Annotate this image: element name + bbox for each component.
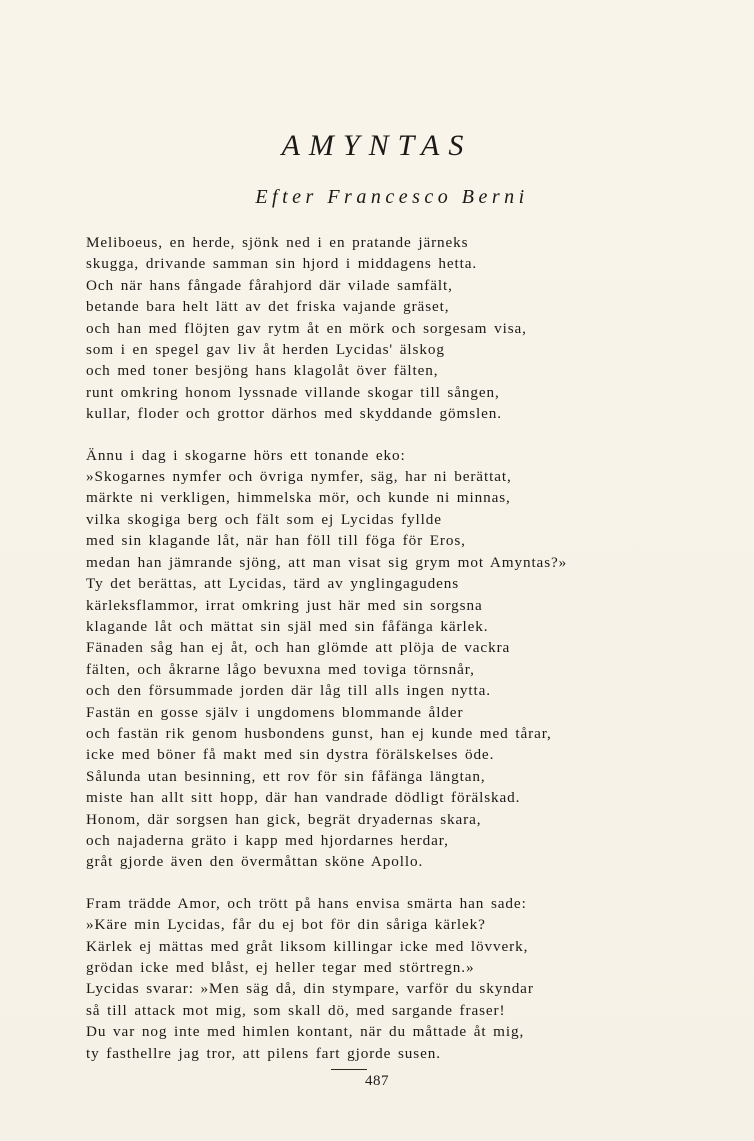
poem-line: runt omkring honom lyssnade villande skogar till sången, — [86, 383, 500, 401]
poem-line: och najaderna gräto i kapp med hjordarnes herdar, — [86, 831, 449, 849]
poem-line: så till attack mot mig, som skall dö, med sargande fraser! — [86, 1001, 506, 1019]
poem-line: Ty det berättas, att Lycidas, tärd av ynglingagudens — [86, 575, 460, 593]
poem-line: Fram trädde Amor, och trött på hans envisa smärta han sade: — [86, 894, 527, 912]
poem-line: märkte ni verkligen, himmelska mör, och kunde ni minnas, — [86, 489, 511, 507]
poem-body — [86, 232, 706, 1084]
poem-line: som i en spegel gav liv åt herden Lycidas' älskog — [86, 341, 445, 359]
poem-line: kullar, floder och grottor därhos med skyddande gömslen. — [86, 405, 502, 423]
poem-line: Sålunda utan besinning, ett rov för sin fåfänga längtan, — [86, 767, 486, 785]
poem-line: Meliboeus, en herde, sjönk ned i en pratande järneks — [86, 234, 469, 251]
stanza-1 — [86, 232, 706, 425]
poem-line: gråt gjorde även den övermåttan sköne Apollo. — [86, 853, 424, 871]
poem-line: ty fasthellre jag tror, att pilens fart gjorde susen. — [86, 1044, 441, 1062]
poem-line: Ännu i dag i skogarne hörs ett tonande eko: — [86, 446, 406, 464]
poem-line: Du var nog inte med himlen kontant, när du måttade åt mig, — [86, 1023, 525, 1041]
poem-line: Honom, där sorgsen han gick, begrät dryadernas skara, — [86, 810, 482, 828]
poem-line: och med toner besjöng hans klagolåt över fälten, — [86, 362, 439, 380]
poem-line: miste han allt sitt hopp, där han vandrade dödligt förälskad. — [86, 789, 521, 807]
poem-line: kärleksflammor, irrat omkring just här med sin sorgsna — [86, 596, 483, 614]
poem-line: Och när hans fångade fårahjord där vilade samfält, — [86, 276, 453, 294]
poem-line: skugga, drivande samman sin hjord i middagens hetta. — [86, 255, 478, 273]
poem-line: medan han jämrande sjöng, att man visat sig grym mot Amyntas?» — [86, 553, 568, 571]
poem-line: Kärlek ej mättas med gråt liksom killingar icke med lövverk, — [86, 937, 529, 955]
poem-line: grödan icke med blåst, ej heller tegar med störtregn.» — [86, 959, 475, 976]
poem-line: och den försummade jorden där låg till alls ingen nytta. — [86, 682, 491, 700]
poem-line: och han med flöjten gav rytm åt en mörk och sorgesam visa, — [86, 319, 527, 337]
page-number-rule — [331, 1069, 367, 1070]
poem-line: klagande låt och mättat sin själ med sin fåfänga kärlek. — [86, 617, 489, 635]
poem-line: »Käre min Lycidas, får du ej bot för din såriga kärlek? — [86, 916, 486, 934]
poem-line: och fastän rik genom husbondens gunst, han ej kunde med tårar, — [86, 724, 552, 742]
page-number: 487 — [365, 1073, 389, 1089]
poem-subtitle: Efter Francesco Berni — [255, 186, 529, 208]
poem-line: icke med böner få makt med sin dystra förälskelses öde. — [86, 746, 495, 764]
stanza-3 — [86, 893, 706, 1064]
poem-line: med sin klagande låt, när han föll till föga för Eros, — [86, 532, 466, 550]
poem-line: vilka skogiga berg och fält som ej Lycidas fyllde — [86, 510, 442, 528]
poem-line: fälten, och åkrarne lågo bevuxna med toviga törnsnår, — [86, 660, 475, 678]
stanza-2 — [86, 445, 706, 873]
poem-line: Lycidas svarar: »Men säg då, din stympare, varför du skyndar — [86, 980, 534, 998]
poem-line: Fänaden såg han ej åt, och han glömde att plöja de vackra — [86, 639, 511, 657]
poem-line: betande bara helt lätt av det friska vajande gräset, — [86, 298, 450, 316]
poem-line: »Skogarnes nymfer och övriga nymfer, säg, har ni berättat, — [86, 468, 512, 486]
poem-line: Fastän en gosse själv i ungdomens blommande ålder — [86, 703, 464, 721]
poem-title: AMYNTAS — [281, 129, 473, 162]
